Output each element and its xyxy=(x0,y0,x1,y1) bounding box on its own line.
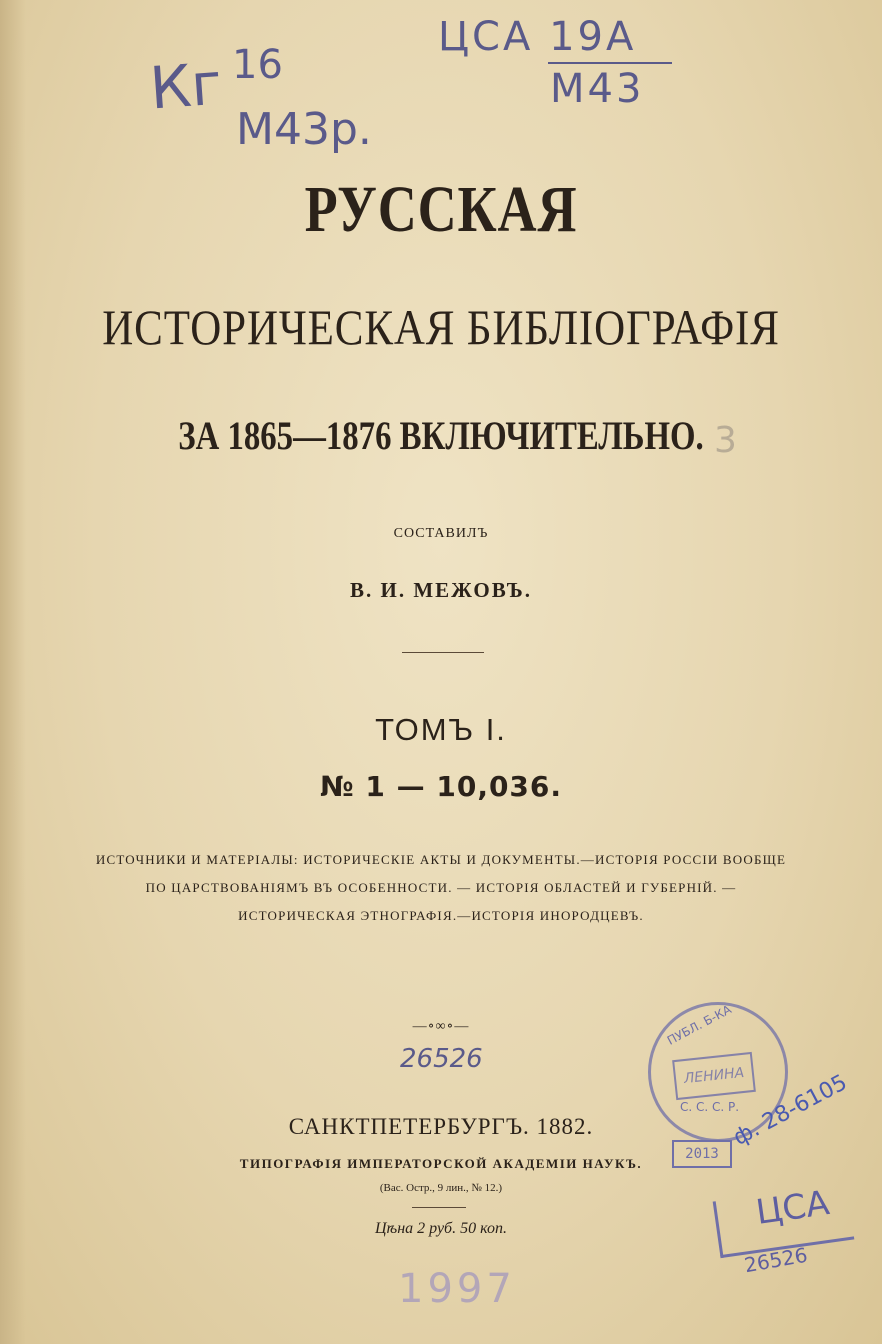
handwritten-mark-16: 16 xyxy=(232,42,283,88)
library-stamp-year: 2013 xyxy=(672,1140,732,1168)
volume-label: ТОМЪ I. xyxy=(375,712,507,747)
handwritten-mark-m43: М43 xyxy=(550,66,645,112)
compiled-by-label: СОСТАВИЛЪ xyxy=(393,526,489,541)
handwritten-mark-m43r: М43р. xyxy=(236,104,372,155)
divider-rule xyxy=(402,652,484,653)
imprint-address: (Вас. Остр., 9 лин., № 12.) xyxy=(379,1182,503,1194)
imprint-city-year: САНКТПЕТЕРБУРГЪ. 1882. xyxy=(288,1114,594,1139)
contents-line-3: ИСТОРИЧЕСКАЯ ЭТНОГРАФІЯ.—ИСТОРІЯ ИНОРОДЦЕВЪ. xyxy=(238,908,644,923)
stamp-year-faded: 1997 xyxy=(398,1266,516,1312)
handwritten-mark-kg: Кг xyxy=(147,49,224,123)
handwritten-shelfmark: ф. 28-6105 xyxy=(729,1070,852,1151)
page-spine-shadow xyxy=(0,0,26,1344)
handwritten-side-mark: 3 xyxy=(714,420,737,461)
ornament-divider: —∘∞∘— xyxy=(412,1019,470,1034)
archive-stamp-number: 26526 xyxy=(742,1242,810,1278)
contents-line-1: ИСТОЧНИКИ И МАТЕРІАЛЫ: ИСТОРИЧЕСКІЕ АКТЫ И ДОКУМЕНТЫ.—ИСТОРІЯ РОССІИ ВООБЩЕ xyxy=(95,852,787,867)
library-stamp-name: ЛЕНИНА xyxy=(672,1052,756,1100)
handwritten-inventory-number: 26526 xyxy=(400,1044,483,1074)
archive-stamp-cca: ЦСА xyxy=(753,1183,832,1233)
library-stamp-country: С. С. С. Р. xyxy=(680,1100,740,1114)
handwritten-mark-csa: ЦСА 19А xyxy=(438,14,637,60)
title-line-3: ЗА 1865—1876 ВКЛЮЧИТЕЛЬНО. xyxy=(178,413,704,458)
author-name: В. И. МЕЖОВЪ. xyxy=(350,578,532,602)
contents-summary xyxy=(0,846,882,930)
library-stamp-ring-text: ПУБЛ. Б-КА xyxy=(664,1002,734,1048)
handwritten-underline xyxy=(548,62,672,64)
contents-line-2: ПО ЦАРСТВОВАНІЯМЪ ВЪ ОСОБЕННОСТИ. — ИСТОРІЯ ОБЛАСТЕЙ И ГУБЕРНІЙ. — xyxy=(145,880,737,895)
imprint-printer: ТИПОГРАФІЯ ИМПЕРАТОРСКОЙ АКАДЕМІИ НАУКЪ. xyxy=(239,1156,643,1171)
divider-rule-small xyxy=(412,1207,466,1208)
price-label: Цѣна 2 руб. 50 коп. xyxy=(375,1220,507,1237)
entry-numbers: № 1 — 10,036. xyxy=(319,770,563,803)
title-line-1: РУССКАЯ xyxy=(304,173,578,246)
title-line-2: ИСТОРИЧЕСКАЯ БИБЛІОГРАФІЯ xyxy=(102,299,780,355)
